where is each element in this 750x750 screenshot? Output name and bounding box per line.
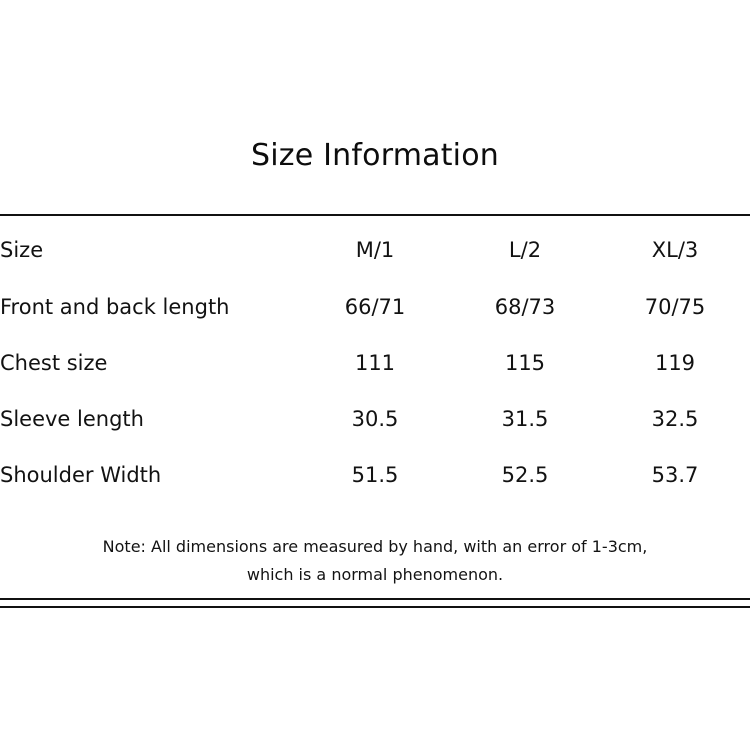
divider-middle	[0, 598, 750, 600]
column-header-m: M/1	[355, 238, 395, 262]
row-value: 70/75	[644, 294, 706, 319]
measurement-note-line-2: which is a normal phenomenon.	[246, 565, 504, 584]
row-value: 119	[654, 351, 696, 375]
divider-top	[0, 214, 750, 216]
size-table	[0, 222, 750, 503]
column-header-xl: XL/3	[651, 238, 699, 262]
divider-bottom	[0, 606, 750, 608]
row-label: Shoulder Width	[0, 462, 162, 487]
row-value: 30.5	[351, 406, 399, 431]
row-label: Front and back length	[0, 294, 230, 319]
row-value: 115	[504, 351, 546, 375]
row-value: 53.7	[651, 462, 699, 487]
row-value: 51.5	[351, 462, 399, 487]
page-title: Size Information	[251, 138, 499, 173]
column-header-size: Size	[0, 238, 44, 262]
row-value: 111	[354, 351, 396, 375]
row-value: 52.5	[501, 462, 549, 487]
table-row-header	[0, 222, 750, 278]
measurement-note-line-1: Note: All dimensions are measured by hand, with an error of 1-3cm,	[102, 537, 648, 556]
table-row	[0, 278, 750, 335]
column-header-l: L/2	[508, 238, 542, 262]
row-value: 66/71	[344, 294, 406, 319]
table-row	[0, 391, 750, 446]
row-label: Sleeve length	[0, 406, 144, 431]
row-label: Chest size	[0, 351, 108, 375]
table-row	[0, 446, 750, 503]
row-value: 68/73	[494, 294, 556, 319]
row-value: 31.5	[501, 406, 549, 431]
table-row	[0, 335, 750, 391]
row-value: 32.5	[651, 406, 699, 431]
